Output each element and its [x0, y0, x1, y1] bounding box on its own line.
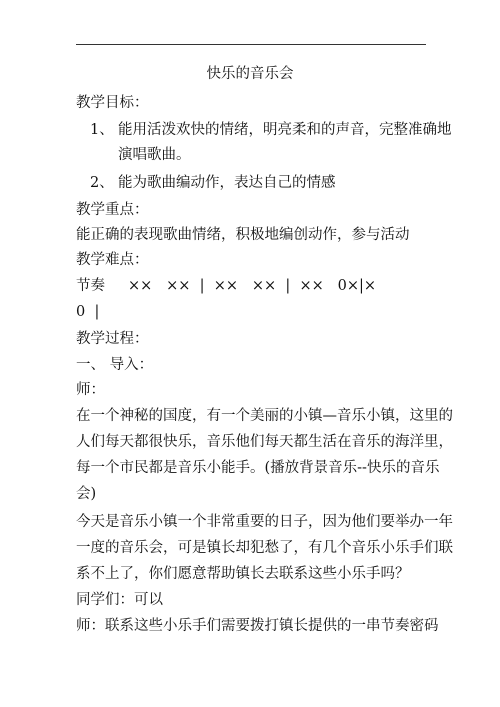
difficulty-heading: 教学难点： — [76, 252, 149, 268]
rhythm-notation-line-1: ×× ×× | ×× ×× | ×× 0×|× — [128, 278, 377, 294]
objective-2-number: 2、 — [90, 175, 114, 191]
objective-2-text: 能为歌曲编动作，表达自己的情感 — [118, 175, 336, 191]
header-rule — [76, 44, 426, 45]
objective-1-line-1: 能用活泼欢快的情绪，明亮柔和的声音，完整准确地 — [118, 122, 452, 138]
section-intro-heading: 一、 导入： — [76, 357, 154, 373]
paragraph-1-line-2: 人们每天都很快乐，音乐他们每天都生活在音乐的海洋里， — [76, 434, 453, 450]
document-title: 快乐的音乐会 — [206, 66, 294, 82]
objectives-heading: 教学目标： — [76, 95, 149, 111]
teacher-label: 师： — [76, 382, 105, 398]
objective-1-line-2: 演唱歌曲。 — [118, 147, 191, 163]
rhythm-label: 节奏 — [76, 278, 105, 294]
paragraph-1-line-3: 每一个市民都是音乐小能手。(播放背景音乐--快乐的音乐 — [76, 460, 440, 476]
process-heading: 教学过程： — [76, 331, 149, 347]
rhythm-notation-line-2: 0 | — [76, 304, 100, 320]
teacher-line-2: 师：联系这些小乐手们需要拨打镇长提供的一串节奏密码 — [76, 618, 439, 634]
paragraph-2-line-3: 系不上了，你们愿意帮助镇长去联系这些小乐手吗？ — [76, 566, 410, 582]
focus-heading: 教学重点： — [76, 202, 149, 218]
paragraph-1-line-4: 会) — [76, 486, 97, 502]
paragraph-1-line-1: 在一个神秘的国度，有一个美丽的小镇—音乐小镇，这里的 — [76, 408, 453, 424]
paragraph-2-line-1: 今天是音乐小镇一个非常重要的日子，因为他们要举办一年 — [76, 514, 453, 530]
paragraph-2-line-2: 一度的音乐会，可是镇长却犯愁了，有几个音乐小乐手们联 — [76, 540, 453, 556]
focus-text: 能正确的表现歌曲情绪，积极地编创动作，参与活动 — [76, 227, 410, 243]
students-line: 同学们：可以 — [76, 592, 163, 608]
objective-1-number: 1、 — [90, 122, 114, 138]
